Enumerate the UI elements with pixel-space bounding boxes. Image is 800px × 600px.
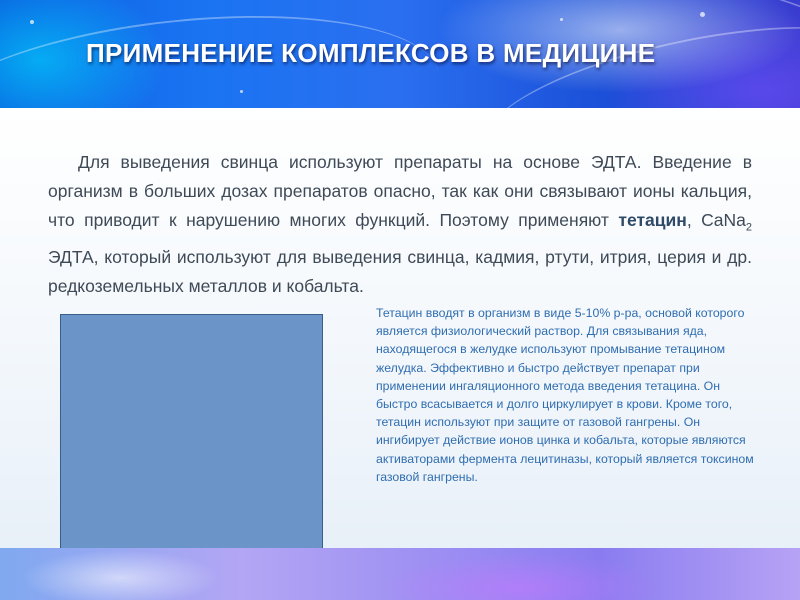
banner-sparkle	[700, 12, 705, 17]
lead-text-part3: ЭДТА, который используют для выведения свинца, кадмия, ртути, итрия, церия и др. редкоземельных металлов и кобальта.	[48, 246, 752, 296]
side-description: Тетацин вводят в организм в виде 5-10% р-ра, основой которого является физиологический раствор. Для связывания яда, находящегося в желудке используют промывание тетацином желудка. Эффективно и быстро действует препарат при применении ингаляционного метода введения тетацина. Он быстро всасывается и долго циркулирует в крови. Кроме того, тетацин используют при защите от газовой гангрены. Он ингибирует действие ионов цинка и кобальта, которые являются активаторами фермента лецитиназы, который является токсином газовой гангрены.	[376, 306, 754, 484]
lead-text-part1: Для выведения свинца используют препараты на основе ЭДТА. Введение в организм в больших дозах препаратов опасно, так как они связывают ионы кальция, что приводит к нарушению многих функций. Поэтому применяют	[48, 152, 752, 230]
footer-decoration	[0, 548, 800, 600]
header-banner	[0, 0, 800, 108]
lead-text-part2: , CaNa	[686, 210, 746, 230]
formula-subscript: 2	[745, 221, 753, 234]
tetacin-highlight: тетацин	[618, 210, 687, 230]
page-title: ПРИМЕНЕНИЕ КОМПЛЕКСОВ В МЕДИЦИНЕ	[86, 38, 656, 68]
image-placeholder	[60, 314, 323, 552]
banner-sparkle	[30, 20, 34, 24]
banner-sparkle	[240, 90, 243, 93]
banner-sparkle	[560, 18, 563, 21]
lead-paragraph	[48, 148, 752, 301]
